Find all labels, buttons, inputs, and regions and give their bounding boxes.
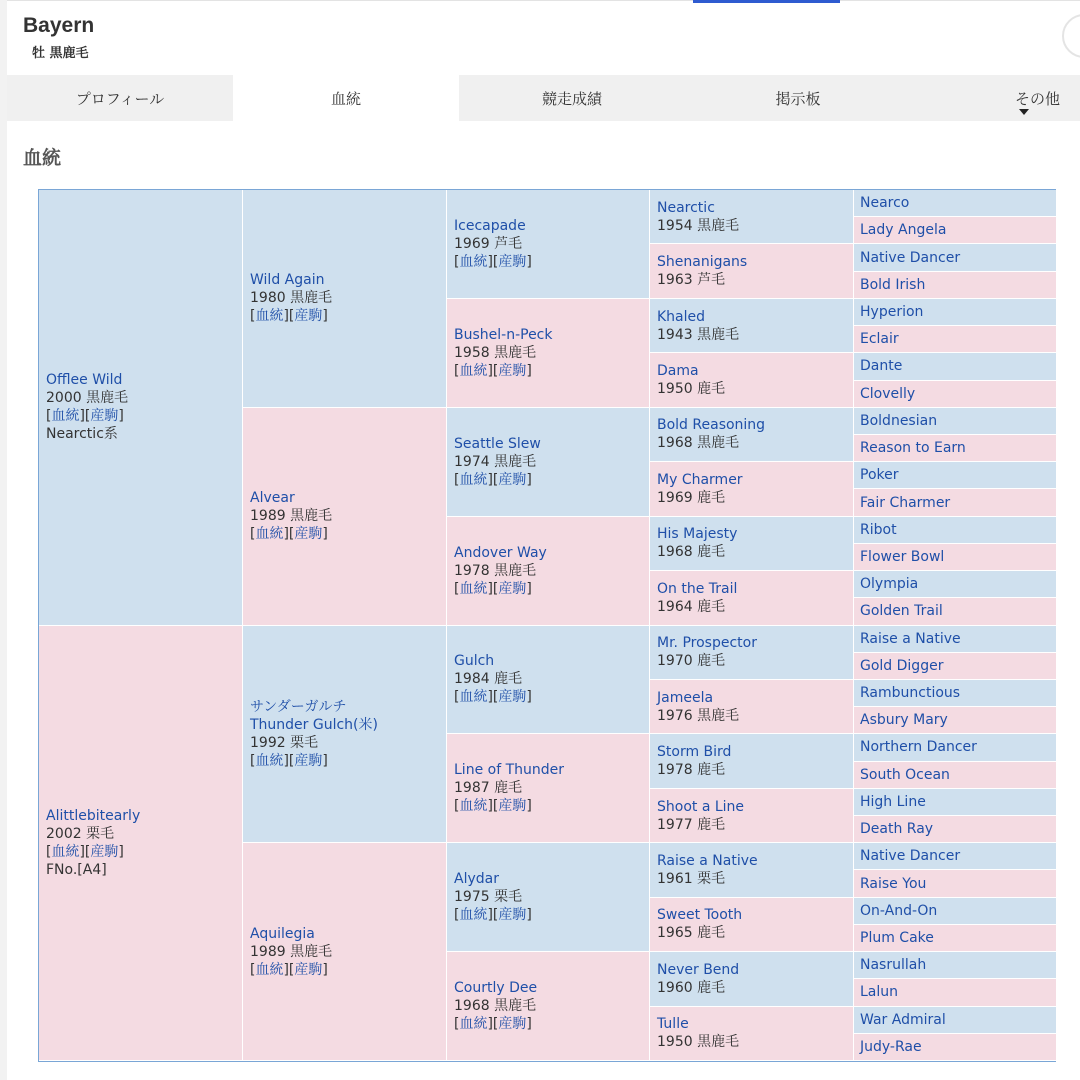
offspring-link[interactable]: 産駒	[90, 408, 119, 425]
pedigree-cell-gen5	[854, 353, 1057, 380]
pedigree-links: [血統][産駒]	[454, 798, 532, 815]
birth-year-color: 1943 黒鹿毛	[657, 326, 740, 343]
pedigree-cell-gen4	[650, 190, 854, 244]
offspring-link[interactable]: 産駒	[498, 798, 527, 815]
pedigree-link[interactable]: 血統	[459, 907, 488, 924]
pedigree-cell-gen5	[854, 544, 1057, 571]
horse-link[interactable]: Reason to Earn	[860, 440, 966, 457]
pedigree-cell-gen4	[650, 734, 854, 788]
horse-link[interactable]: Gulch	[454, 653, 495, 670]
offspring-link[interactable]: 産駒	[498, 471, 527, 488]
birth-year-color: 1960 鹿毛	[657, 979, 726, 996]
horse-link[interactable]: Hyperion	[860, 303, 924, 320]
pedigree-links: [血統][産駒]	[46, 843, 124, 860]
birth-year-color: 1968 黒鹿毛	[657, 435, 740, 452]
pedigree-table	[38, 189, 1056, 1062]
offspring-link[interactable]: 産駒	[498, 253, 527, 270]
horse-link[interactable]: Shoot a Line	[657, 798, 745, 815]
pedigree-links: [血統][産駒]	[454, 1016, 532, 1033]
offspring-link[interactable]: 産駒	[294, 308, 323, 325]
pedigree-links: [血統][産駒]	[454, 471, 532, 488]
pedigree-cell-gen5	[854, 762, 1057, 789]
horse-link[interactable]: Line of Thunder	[454, 762, 564, 779]
birth-year-color: 2002 栗毛	[46, 825, 115, 842]
pedigree-link[interactable]: 血統	[255, 526, 284, 543]
pedigree-cell-gen5	[854, 217, 1057, 244]
horse-link[interactable]: Bushel-n-Peck	[454, 326, 553, 343]
pedigree-cell-gen5	[854, 435, 1057, 462]
horse-sex-color: 牡 黒鹿毛	[32, 46, 89, 61]
pedigree-cell-gen5	[854, 680, 1057, 707]
horse-link[interactable]: Mr. Prospector	[657, 635, 757, 652]
pedigree-cell-gen5	[854, 952, 1057, 979]
horse-link[interactable]: Jameela	[657, 689, 714, 706]
horse-link[interactable]: Lalun	[860, 984, 899, 1001]
pedigree-cell-gen3	[447, 517, 650, 626]
pedigree-cell-gen4	[650, 952, 854, 1006]
pedigree-cell-gen2	[243, 626, 447, 844]
horse-link[interactable]: Nearctic	[657, 199, 715, 216]
horse-link[interactable]: Aquilegia	[250, 925, 315, 942]
pedigree-cell-gen5	[854, 244, 1057, 271]
pedigree-links: [血統][産駒]	[454, 253, 532, 270]
birth-year-color: 1976 黒鹿毛	[657, 707, 740, 724]
pedigree-links: [血統][産駒]	[46, 408, 124, 425]
pedigree-cell-gen5	[854, 190, 1057, 217]
pedigree-cell-gen2	[243, 408, 447, 626]
horse-link[interactable]: Flower Bowl	[860, 548, 945, 565]
pedigree-cell-gen2	[243, 190, 447, 408]
pedigree-cell-gen5	[854, 734, 1057, 761]
pedigree-cell-gen5	[854, 462, 1057, 489]
horse-link[interactable]: Boldnesian	[860, 412, 938, 429]
pedigree-cell-gen4	[650, 299, 854, 353]
tab-bulletin-board[interactable]: 掲示板	[775, 89, 821, 108]
horse-link[interactable]: His Majesty	[657, 526, 738, 543]
pedigree-link[interactable]: 血統	[459, 798, 488, 815]
horse-link[interactable]: Eclair	[860, 331, 899, 348]
horse-link[interactable]: Rambunctious	[860, 685, 961, 702]
horse-link[interactable]: Nasrullah	[860, 957, 927, 974]
horse-name: Bayern	[23, 14, 95, 37]
pedigree-cell-gen3	[447, 408, 650, 517]
pedigree-cell-gen2	[243, 843, 447, 1061]
caret-down-icon	[1019, 109, 1029, 115]
pedigree-cell-gen5	[854, 598, 1057, 625]
birth-year-color: 1977 鹿毛	[657, 816, 726, 833]
pedigree-cell-gen3	[447, 190, 650, 299]
horse-link[interactable]: Olympia	[860, 576, 919, 593]
birth-year-color: 1963 芦毛	[657, 272, 726, 289]
pedigree-cell-gen5	[854, 816, 1057, 843]
pedigree-cell-gen4	[650, 408, 854, 462]
birth-year-color: 1968 鹿毛	[657, 544, 726, 561]
horse-link[interactable]: Icecapade	[454, 217, 526, 234]
horse-link[interactable]: Bold Irish	[860, 276, 926, 293]
horse-link[interactable]: Dama	[657, 363, 699, 380]
birth-year-color: 1954 黒鹿毛	[657, 217, 740, 234]
pedigree-link[interactable]: 血統	[255, 308, 284, 325]
horse-link[interactable]: Alvear	[250, 490, 295, 507]
pedigree-cell-gen5	[854, 272, 1057, 299]
pedigree-cell-gen5	[854, 870, 1057, 897]
pedigree-link[interactable]: 血統	[459, 580, 488, 597]
birth-year-color: 1992 栗毛	[250, 734, 319, 751]
horse-link[interactable]: Storm Bird	[657, 744, 732, 761]
page	[7, 0, 1080, 1080]
pedigree-cell-gen5	[854, 1034, 1057, 1061]
pedigree-link[interactable]: 血統	[255, 752, 284, 769]
pedigree-cell-gen4	[650, 789, 854, 843]
pedigree-cell-gen3	[447, 734, 650, 843]
horse-link[interactable]: My Charmer	[657, 471, 743, 488]
horse-link[interactable]: On the Trail	[657, 580, 738, 597]
offspring-link[interactable]: 産駒	[90, 843, 119, 860]
pedigree-cell-gen5	[854, 979, 1057, 1006]
pedigree-cell-gen5	[854, 843, 1057, 870]
horse-link[interactable]: Plum Cake	[860, 930, 934, 947]
horse-link[interactable]: Death Ray	[860, 821, 934, 838]
pedigree-links: [血統][産駒]	[250, 961, 328, 978]
lineage-note: FNo.[A4]	[46, 861, 107, 878]
pedigree-cell-gen5	[854, 626, 1057, 653]
pedigree-link[interactable]: 血統	[459, 1016, 488, 1033]
offspring-link[interactable]: 産駒	[498, 689, 527, 706]
pedigree-cell-gen4	[650, 898, 854, 952]
horse-link[interactable]: South Ocean	[860, 766, 950, 783]
pedigree-links: [血統][産駒]	[454, 907, 532, 924]
pedigree-link[interactable]: 血統	[459, 362, 488, 379]
horse-link[interactable]: Offlee Wild	[46, 372, 123, 389]
pedigree-cell-gen5	[854, 1007, 1057, 1034]
horse-link[interactable]: Lady Angela	[860, 222, 947, 239]
birth-year-color: 1950 黒鹿毛	[657, 1034, 740, 1051]
pedigree-cell-gen5	[854, 326, 1057, 353]
pedigree-cell-gen3	[447, 299, 650, 408]
horse-link[interactable]: Alittlebitearly	[46, 807, 141, 824]
birth-year-color: 1989 黒鹿毛	[250, 508, 333, 525]
tab-race-results[interactable]: 競走成績	[541, 89, 602, 108]
offspring-link[interactable]: 産駒	[498, 1016, 527, 1033]
horse-link[interactable]: Tulle	[657, 1016, 689, 1033]
pedigree-links: [血統][産駒]	[454, 580, 532, 597]
pedigree-cell-gen5	[854, 517, 1057, 544]
birth-year-color: 1989 黒鹿毛	[250, 943, 333, 960]
tab-bar	[7, 75, 1080, 121]
horse-link[interactable]: Northern Dancer	[860, 739, 977, 756]
birth-year-color: 1969 鹿毛	[657, 489, 726, 506]
pedigree-cell-gen3	[447, 626, 650, 735]
pedigree-cell-gen5	[854, 408, 1057, 435]
horse-link[interactable]: Raise a Native	[860, 630, 961, 647]
pedigree-cell-gen5	[854, 571, 1057, 598]
lineage-note: Nearctic系	[46, 426, 118, 443]
birth-year-color: 1965 鹿毛	[657, 925, 726, 942]
pedigree-cell-gen1	[39, 626, 243, 1062]
horse-link[interactable]: Alydar	[454, 871, 499, 888]
pedigree-cell-gen5	[854, 489, 1057, 516]
horse-link[interactable]: Golden Trail	[860, 603, 943, 620]
pedigree-link[interactable]: 血統	[255, 961, 284, 978]
pedigree-cell-gen4	[650, 353, 854, 407]
offspring-link[interactable]: 産駒	[498, 907, 527, 924]
pedigree-link[interactable]: 血統	[459, 253, 488, 270]
birth-year-color: 1987 鹿毛	[454, 780, 523, 797]
top-divider	[7, 0, 1080, 1]
horse-link[interactable]: Bold Reasoning	[657, 417, 766, 434]
birth-year-color: 1980 黒鹿毛	[250, 290, 333, 307]
birth-year-color: 1970 鹿毛	[657, 653, 726, 670]
horse-link[interactable]: On-And-On	[860, 902, 938, 919]
horse-link[interactable]: Sweet Tooth	[657, 907, 743, 924]
horse-link[interactable]: Gold Digger	[860, 657, 944, 674]
birth-year-color: 1964 鹿毛	[657, 598, 726, 615]
horse-link[interactable]: Asbury Mary	[860, 712, 948, 729]
pedigree-cell-gen1	[39, 190, 243, 626]
pedigree-links: [血統][産駒]	[250, 308, 328, 325]
birth-year-color: 1968 黒鹿毛	[454, 998, 537, 1015]
pedigree-link[interactable]: 血統	[459, 471, 488, 488]
birth-year-color: 1969 芦毛	[454, 235, 523, 252]
birth-year-color: 1978 黒鹿毛	[454, 562, 537, 579]
horse-link[interactable]: サンダーガルチ	[250, 698, 347, 715]
horse-link[interactable]: Nearco	[860, 195, 910, 212]
horse-link[interactable]: Shenanigans	[657, 254, 748, 271]
pedigree-link[interactable]: 血統	[459, 689, 488, 706]
tab-other[interactable]	[911, 75, 1080, 121]
horse-link[interactable]: Native Dancer	[860, 848, 961, 865]
horse-link[interactable]: Wild Again	[250, 272, 325, 289]
offspring-link[interactable]: 産駒	[498, 580, 527, 597]
pedigree-cell-gen4	[650, 571, 854, 625]
horse-link[interactable]: Raise a Native	[657, 852, 758, 869]
pedigree-links: [血統][産駒]	[250, 526, 328, 543]
horse-link[interactable]: Raise You	[860, 875, 927, 892]
pedigree-links: [血統][産駒]	[454, 689, 532, 706]
pedigree-cell-gen5	[854, 653, 1057, 680]
pedigree-links: [血統][産駒]	[250, 752, 328, 769]
birth-year-color: 1958 黒鹿毛	[454, 344, 537, 361]
offspring-link[interactable]: 産駒	[498, 362, 527, 379]
pedigree-cell-gen3	[447, 952, 650, 1061]
pedigree-cell-gen4	[650, 462, 854, 516]
horse-link[interactable]: Poker	[860, 467, 899, 484]
horse-link[interactable]: Clovelly	[860, 385, 916, 402]
pedigree-cell-gen5	[854, 381, 1057, 408]
pedigree-links: [血統][産駒]	[454, 362, 532, 379]
birth-year-color: 1961 栗毛	[657, 870, 726, 887]
horse-link[interactable]: Judy-Rae	[860, 1038, 922, 1055]
section-title: 血統	[23, 147, 62, 169]
pedigree-cell-gen5	[854, 789, 1057, 816]
pedigree-link[interactable]: 血統	[51, 843, 80, 860]
pedigree-cell-gen5	[854, 299, 1057, 326]
pedigree-cell-gen3	[447, 843, 650, 952]
offspring-link[interactable]: 産駒	[294, 526, 323, 543]
offspring-link[interactable]: 産駒	[294, 752, 323, 769]
pedigree-link[interactable]: 血統	[51, 408, 80, 425]
horse-link[interactable]: Khaled	[657, 308, 706, 325]
tab-profile[interactable]: プロフィール	[75, 89, 165, 108]
horse-link[interactable]: Seattle Slew	[454, 435, 541, 452]
pedigree-cell-gen5	[854, 707, 1057, 734]
pedigree-cell-gen5	[854, 925, 1057, 952]
horse-link[interactable]: Courtly Dee	[454, 980, 538, 997]
tab-other-label: その他	[1014, 89, 1060, 108]
horse-link[interactable]: Native Dancer	[860, 249, 961, 266]
horse-link[interactable]: High Line	[860, 793, 926, 810]
pedigree-cell-gen4	[650, 517, 854, 571]
birth-year-color: 1950 鹿毛	[657, 381, 726, 398]
birth-year-color: 1984 鹿毛	[454, 671, 523, 688]
horse-link[interactable]: Fair Charmer	[860, 494, 951, 511]
tab-pedigree[interactable]: 血統	[233, 75, 459, 121]
horse-link[interactable]: Never Bend	[657, 961, 740, 978]
birth-year-color: 2000 黒鹿毛	[46, 390, 129, 407]
favorite-button[interactable]	[1062, 14, 1080, 58]
pedigree-cell-gen4	[650, 244, 854, 298]
pedigree-cell-gen4	[650, 1007, 854, 1061]
offspring-link[interactable]: 産駒	[294, 961, 323, 978]
horse-link[interactable]: Ribot	[860, 521, 897, 538]
horse-link[interactable]: War Admiral	[860, 1011, 946, 1028]
horse-link[interactable]: Andover Way	[454, 544, 547, 561]
pedigree-cell-gen5	[854, 898, 1057, 925]
birth-year-color: 1978 鹿毛	[657, 762, 726, 779]
pedigree-cell-gen4	[650, 680, 854, 734]
birth-year-color: 1975 栗毛	[454, 889, 523, 906]
pedigree-cell-gen4	[650, 626, 854, 680]
horse-link-alt[interactable]: Thunder Gulch(米)	[250, 716, 378, 733]
horse-link[interactable]: Dante	[860, 358, 903, 375]
active-nav-indicator	[693, 0, 840, 3]
pedigree-cell-gen4	[650, 843, 854, 897]
birth-year-color: 1974 黒鹿毛	[454, 453, 537, 470]
